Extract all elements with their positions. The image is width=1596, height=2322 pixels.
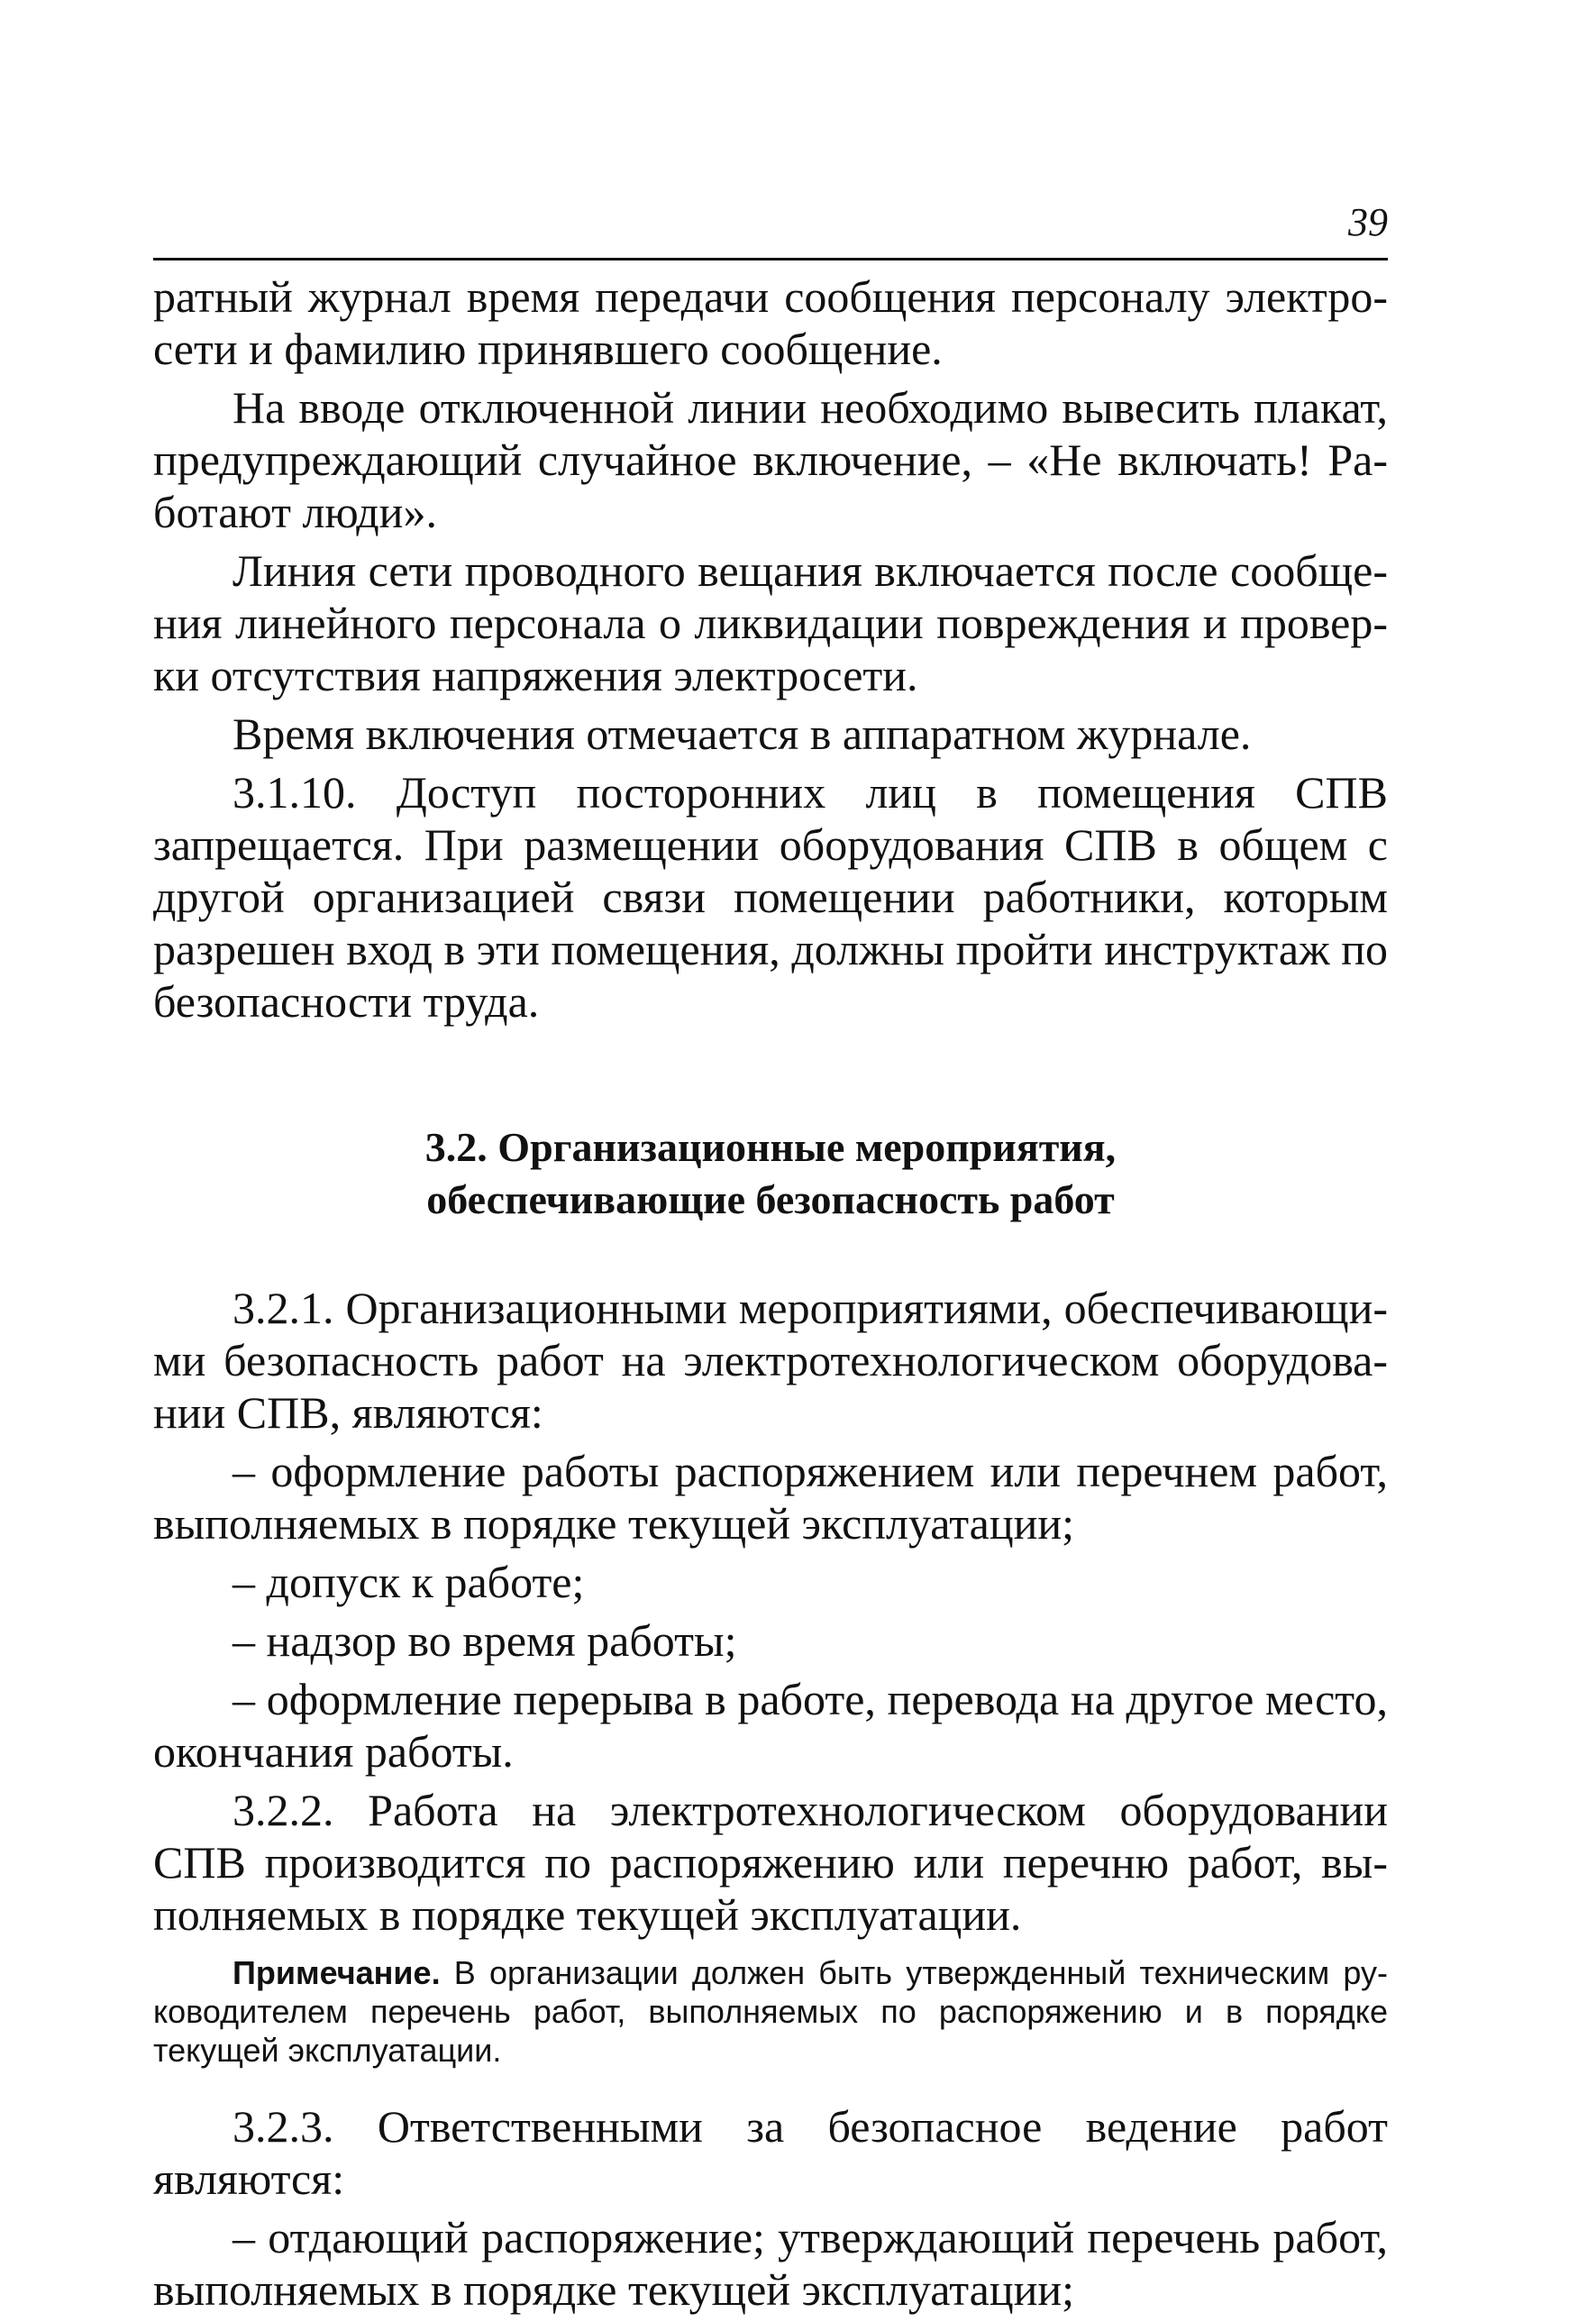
- main-text: [153, 270, 1388, 2322]
- list-item: – отдающий распоряжение; утверждающий перечень работ, выполняемых в порядке текущей эксплуатации;: [153, 2212, 1388, 2315]
- note: [153, 1953, 1388, 2070]
- paragraph-3-2-2: 3.2.2. Работа на электротехнологическом оборудовании СПВ производится по распоряжению или перечню работ, выполняемых в порядке текущей эксплуатации.: [153, 1785, 1388, 1940]
- paragraph-3-2-1: 3.2.1. Организационными мероприятиями, обеспечивающими безопасность работ на электротехнологическом оборудовании СПВ, являются:: [153, 1283, 1388, 1438]
- note-label: Примечание.: [233, 1954, 441, 1991]
- page-number: 39: [1348, 200, 1388, 244]
- paragraph-3-2-3: 3.2.3. Ответственными за безопасное ведение работ являются:: [153, 2101, 1388, 2204]
- section-heading-line-1: 3.2. Организационные мероприятия,: [424, 1124, 1117, 1170]
- header-rule: [153, 258, 1388, 261]
- paragraph-3-1-10: 3.1.10. Доступ посторонних лиц в помещения СПВ запрещается. При размещении оборудования СПВ в общем с другой организацией связи помещении работники, которым разрешен вход в эти помещения, должны пройти инструктаж по безопасности труда.: [153, 767, 1388, 1027]
- list-item: – оформление перерыва в работе, перевода на другое место, окончания работы.: [153, 1674, 1388, 1777]
- list-item: – надзор во время работы;: [233, 1615, 737, 1666]
- paragraph-activation-time: Время включения отмечается в аппаратном журнале.: [233, 708, 1252, 759]
- section-heading: [153, 1121, 1388, 1226]
- paragraph-line-reactivation: Линия сети проводного вещания включается после сообщения линейного персонала о ликвидации повреждения и проверки отсутствия напряжения электросети.: [153, 545, 1388, 700]
- note-text: В организации должен быть утвержденный техническим руководителем перечень работ, выполняемых по распоряжению и в порядке текущей эксплуатации.: [153, 1954, 1388, 2069]
- paragraph-warning-sign: На вводе отключенной линии необходимо вывесить плакат, предупреждающий случайное включение, – «Не включать! Работают люди».: [153, 382, 1388, 537]
- section-heading-line-2: обеспечивающие безопасность работ: [426, 1176, 1115, 1222]
- paragraph-continuation: ратный журнал время передачи сообщения персоналу электросети и фамилию принявшего сообщение.: [153, 271, 1388, 374]
- list-item: – допуск к работе;: [233, 1557, 585, 1607]
- list-item: – оформление работы распоряжением или перечнем работ, выполняемых в порядке текущей эксплуатации;: [153, 1446, 1388, 1549]
